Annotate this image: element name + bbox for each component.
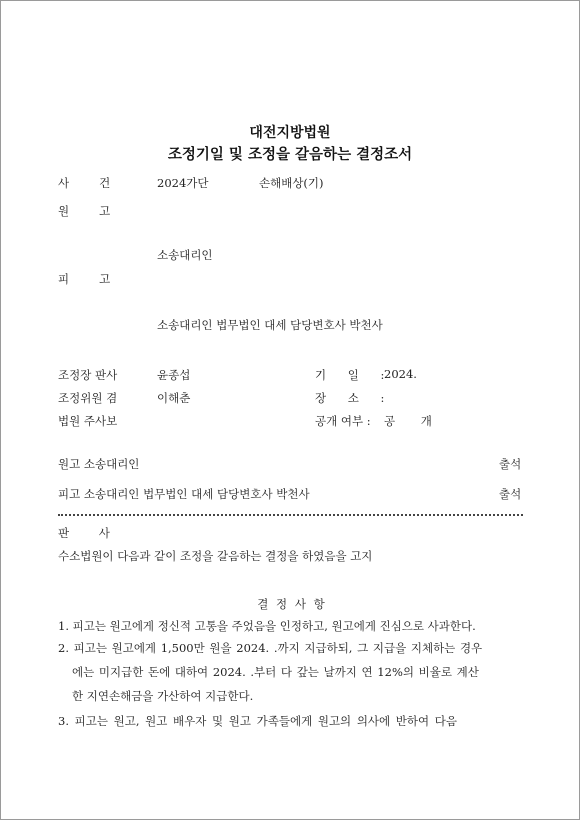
dotted-divider [58, 514, 523, 516]
decision-item-2-cont-2: 한 지연손해금을 가산하여 지급한다. [72, 689, 254, 703]
document-title: 조정기일 및 조정을 갈음하는 결정조서 [167, 147, 413, 163]
clerk-label: 법원 주사보 [58, 414, 118, 428]
decision-section-title: 결 정 사 항 [257, 597, 325, 611]
decision-item-3: 3. 피고는 원고, 원고 배우자 및 원고 가족들에게 원고의 의사에 반하여 다음 [58, 714, 457, 728]
member-name: 이해춘 [157, 391, 191, 405]
judge-name: 윤종섭 [157, 368, 191, 382]
date-value: 2024. [384, 367, 417, 381]
plaintiff-rep-label: 소송대리인 [157, 248, 213, 262]
court-name: 대전지방법원 [249, 125, 331, 141]
attendance-party-2: 피고 소송대리인 법무법인 대세 담당변호사 박천사 [58, 487, 310, 501]
public-value: 공 개 [384, 414, 432, 428]
attendance-status-1: 출석 [499, 457, 522, 471]
ruling-announcement: 수소법원이 다음과 같이 조정을 갈음하는 결정을 하였음을 고지 [58, 549, 373, 563]
defendant-rep: 소송대리인 법무법인 대세 담당변호사 박천사 [157, 318, 383, 332]
member-label: 조정위원 겸 [58, 391, 118, 405]
decision-item-2-cont-1: 에는 미지급한 돈에 대하여 2024. .부터 다 갚는 날까지 연 12%의 비율로 계산 [72, 665, 479, 679]
case-label: 사건 [58, 176, 141, 190]
defendant-label: 피고 [58, 272, 141, 286]
plaintiff-label: 원고 [58, 204, 141, 218]
ruling-judge-label: 판 사 [58, 526, 123, 540]
decision-item-1: 1. 피고는 원고에게 정신적 고통을 주었음을 인정하고, 원고에게 진심으로 사과한다. [58, 619, 476, 633]
case-name: 손해배상(기) [259, 176, 324, 190]
attendance-party-1: 원고 소송대리인 [58, 457, 140, 471]
judge-label: 조정장 판사 [58, 368, 118, 382]
decision-item-2: 2. 피고는 원고에게 1,500만 원을 2024. .까지 지급하되, 그 지급을 지체하는 경우 [58, 641, 483, 655]
public-label: 공개 여부 : [315, 414, 371, 428]
case-number: 2024가단 [157, 176, 209, 190]
date-label: 기 일 : [315, 368, 385, 382]
attendance-status-2: 출석 [499, 487, 522, 501]
place-label: 장 소 : [315, 391, 385, 405]
